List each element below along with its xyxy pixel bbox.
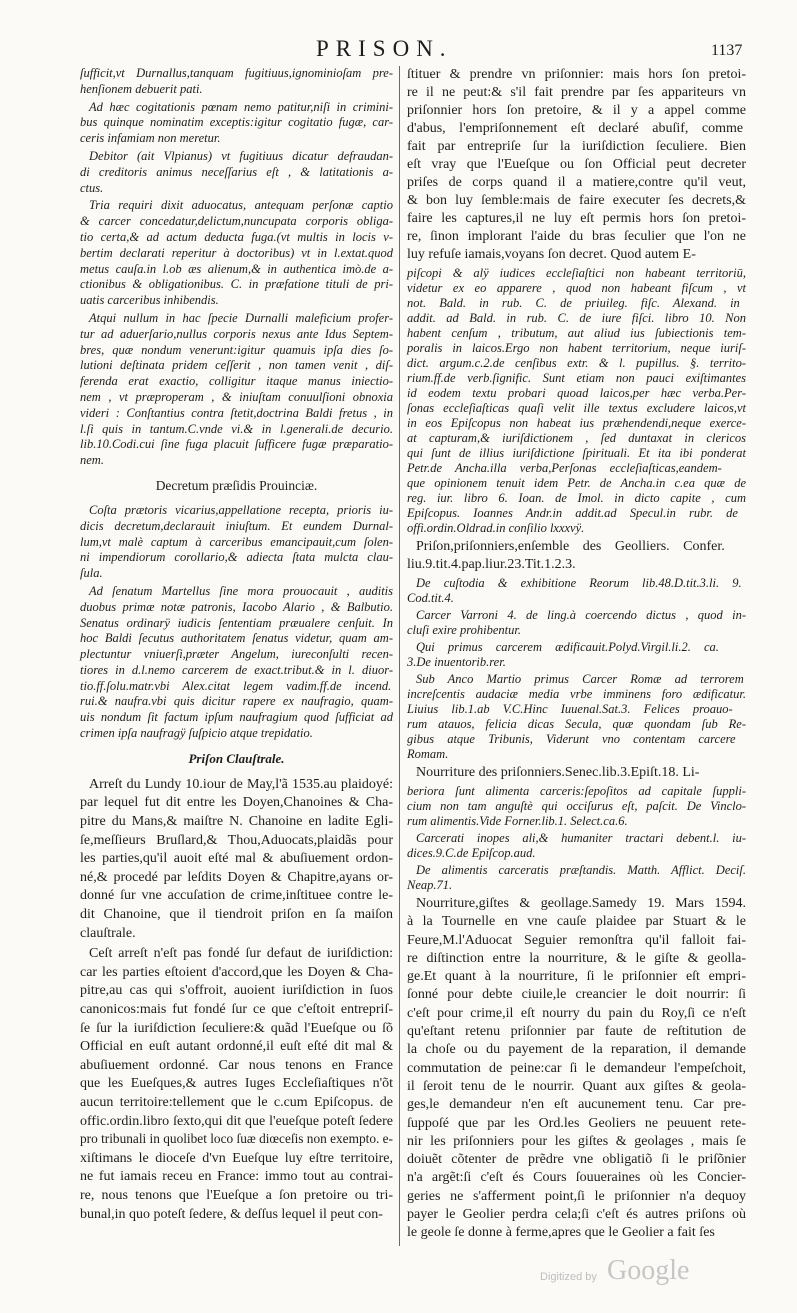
text-line — [407, 846, 746, 861]
text-line — [80, 964, 393, 983]
line-text: Qui primus carcerem ædificauit.Polyd.Virgil.li.2. ca. — [416, 640, 719, 654]
line-text: ne fut iamais receu en France: immo tout au contrai- — [80, 1169, 393, 1185]
line-text: uis nondum ſit factum ipſum naufragium quod ſufficiat ad — [80, 710, 393, 725]
paragraph — [407, 895, 746, 1243]
line-text: Carcer Varroni 4. de ling.à coercendo dictus , quod in- — [416, 608, 746, 622]
line-text: tiores in d.l.nemo carcerem de exact.tribut.& in l. diuor- — [80, 662, 393, 677]
text-line — [80, 694, 393, 710]
line-text: Coſta prætoris vicarius,appellatione recepta, prioris iu- — [89, 502, 393, 517]
text-line — [407, 623, 746, 638]
text-line — [407, 1041, 746, 1059]
line-text: Romam. — [407, 747, 449, 761]
line-text: Cod.tit.4. — [407, 591, 454, 605]
line-text: reg. iur. libro 6. Ioan. de Imol. in dicto capite , cum — [407, 491, 746, 505]
line-text: dit Chanoine, que il tiendroit priſon en ſa maiſon — [80, 907, 393, 923]
line-text: at capturam,& iuriſdictionem , ſed duntaxat in clericos — [407, 431, 746, 445]
text-line — [407, 1133, 746, 1151]
line-text: Feure,M.l'Aduocat Seguier remonſtra qu'il falloit fai- — [407, 932, 746, 948]
line-text: plectuntur vniuerſi,præter Angelum, iureconſulti recen- — [80, 647, 393, 662]
page-number: 1137 — [711, 42, 743, 59]
paragraph — [407, 608, 746, 638]
line-text: rum atauos, felicia dicas Secula, quæ quondam ſub Re- — [407, 717, 746, 731]
text-line — [80, 945, 393, 964]
paragraph — [80, 311, 393, 469]
text-line — [407, 281, 746, 296]
line-text: Sub Anco Martio primus Carcer Romæ ad terrorem — [416, 672, 744, 686]
text-line — [407, 386, 746, 401]
line-text: xiſtimans le dioceſe d'vn Eueſque luy eſtre territoire, — [80, 1150, 393, 1166]
column-divider — [399, 66, 400, 1246]
line-text: tur ad aduerſario,nullus corporis nexus ante Idus Septem- — [80, 326, 393, 341]
paragraph — [80, 584, 393, 742]
line-text: increſcentis audaciæ media vrbe imminens foro ædificatur. — [407, 687, 746, 701]
line-text: in eos Epiſcopus non habeat ius præhendendi,neque exerce- — [407, 416, 746, 430]
line-text: Liuius lib.1.ab V.C.Hinc Iuuenal.Sat.3. Felices proauo- — [407, 702, 733, 716]
paragraph — [80, 198, 393, 309]
line-text: donné ſur vne accuſation de crime,inſtituee contre le- — [80, 888, 393, 904]
line-text: id eodem textu probari quoad laicos,per hæc verba.Per- — [407, 386, 746, 400]
line-text: ſe,meſſieurs Bruſlard,& Thou,Aduocats,plaidãs pour — [80, 832, 393, 848]
text-line — [80, 535, 393, 551]
text-line — [407, 506, 746, 521]
line-text: De cuſtodia & exhibitione Reorum lib.48.D.tit.3.li. 9. — [416, 576, 742, 590]
paragraph — [80, 503, 393, 582]
line-text: commutation de peine:car ſi le demandeur l'empeſchoit, — [407, 1060, 746, 1076]
line-text: rui.& naufra.vbi quis dicitur rapere ex naufragio, quam- — [80, 694, 393, 709]
line-text: clauſtrale. — [80, 925, 136, 941]
line-text: Ad ſenatum Martellus ſine mora prouocauit , auditis — [89, 583, 393, 598]
text-line — [407, 174, 746, 192]
line-text: bertim declarati reperitur à doctoribus) vt in l.extat.quod — [80, 245, 393, 260]
digitized-by-watermark: Digitized by — [540, 1271, 597, 1283]
text-line — [80, 813, 393, 832]
line-text: la choſe ou du payement de la reparation, il demande — [407, 1042, 746, 1058]
line-text: pitre,au cas qui s'offroit, auoient iuriſdiction in ſuos — [80, 983, 393, 999]
text-line — [80, 794, 393, 813]
text-line — [407, 431, 746, 446]
line-text: Arreſt du Lundy 10.iour de May,l'ã 1535.au plaidoyé: — [89, 776, 393, 792]
paragraph — [80, 66, 393, 98]
text-line — [407, 1115, 746, 1133]
line-text: nir les priſonniers pour les giſtes & geolages , mais ſe — [407, 1133, 746, 1149]
line-text: nem , vt præproperam , & iniuſtam conuulſioni obnoxia — [80, 389, 393, 404]
text-line — [80, 1094, 393, 1113]
text-line — [407, 538, 746, 556]
line-text: qu'eſtant retenu priſonnier par faute de reſtitution de — [407, 1024, 746, 1040]
line-text: lutioni deſtinata pridem ceſſerit , non tamen venit , diſ- — [80, 358, 393, 373]
line-text: l.ſi quis in tantum.C.vnde vi.& in l.generali.de decurio. — [80, 421, 393, 436]
line-text: ſuppoſé que par les Ord.les Geoliers ne peuuent rete- — [407, 1115, 746, 1131]
text-line — [80, 453, 393, 469]
line-text: priſonnier hors ſon pretoire, & il y a appel comme — [407, 103, 746, 118]
line-text: Petr.de Ancha.illa verba,Perſonas eccleſiaſticas,eandem- — [407, 461, 722, 475]
text-line — [80, 1150, 393, 1169]
line-text: que les Eueſques,& autres Iuges Eccleſiaſtiques n'õt — [80, 1076, 393, 1092]
line-text: dict. argum.c.2.de cenſibus extr. & l. pupillus. §. territo- — [407, 356, 746, 370]
line-text: Carcerati inopes ali,& humaniter tractari debent.l. iu- — [416, 831, 746, 845]
text-line — [407, 491, 746, 506]
text-line — [80, 616, 393, 632]
line-text: crimen ipſa naufragÿ ſuſpicio atque trepidatio. — [80, 726, 313, 741]
line-text: le geole ſe donne à ferme,apres que le Geolier a fait ſes — [407, 1225, 715, 1241]
text-line — [407, 120, 746, 138]
line-text: tio.ff.ſolu.matr.vbi Alex.citat legem vadim.ff.de incend. — [80, 678, 392, 693]
line-text: doiuẽt cõtenter de prẽdre vne obligatiõ ſi le priſõnier — [407, 1152, 746, 1168]
line-text: re il ne peut:& s'il fait prendre par ſes appariteurs vn — [407, 85, 746, 100]
line-text: ge.Et quant à la nourriture, ſi le priſonnier eſt empri- — [407, 969, 746, 985]
line-text: c'eſt pour crime,il eſt nourry du pain du Roy,ſi ce n'eſt — [407, 1005, 746, 1021]
text-line — [80, 503, 393, 519]
text-line — [407, 591, 746, 606]
text-line — [407, 576, 746, 591]
text-line — [407, 784, 746, 799]
line-text: uatis carceribus inhibendis. — [80, 293, 219, 308]
text-line — [407, 156, 746, 174]
text-line — [80, 1168, 393, 1187]
line-text: offi.ordin.Oldrad.in conſilio lxxxvÿ. — [407, 521, 585, 535]
text-line — [407, 764, 746, 782]
line-text: offic.ordin.libro ſexto,qui dit que l'eueſque poteſt ſedere — [80, 1113, 393, 1129]
text-line — [407, 266, 746, 281]
text-line — [407, 1096, 746, 1114]
text-line — [80, 519, 393, 535]
text-line — [80, 82, 393, 98]
text-line — [407, 968, 746, 986]
text-line — [407, 356, 746, 371]
text-line — [80, 1206, 393, 1225]
text-line — [80, 422, 393, 438]
text-line — [407, 608, 746, 623]
line-text: dicis decretum,declarauit iniuſtum. Et eundem Durnal- — [80, 518, 393, 533]
running-head-title: PRISON. — [316, 36, 453, 61]
text-line — [407, 640, 746, 655]
text-line — [80, 1187, 393, 1206]
line-text: luy refuſe iamais,voyans ſon decret. Quod autem E- — [407, 247, 696, 262]
line-text: Ceſt arreſt n'eſt pas fondé ſur defaut de iuriſdiction: — [89, 946, 393, 962]
line-text: tio certa,& ad actum deducta fuga.(vt multis in locis v- — [80, 229, 393, 244]
line-text: cium non tam anguſtè qui occiſurus eſt, paſcit. De Vinclo- — [407, 799, 746, 813]
line-text: les parties,qu'il auoit eſté mal & abuſiuement ordon- — [80, 851, 393, 867]
text-line — [407, 1060, 746, 1078]
text-line — [407, 416, 746, 431]
line-text: piſcopi & alÿ iudices eccleſiaſtici non habeant territoriū, — [407, 266, 746, 280]
line-text: payer le Geolier perdra cela;ſi c'eſt és autres priſons où — [407, 1207, 746, 1223]
line-text: ctionibus & obligationibus. C. in præfatione tituli de pri- — [80, 277, 393, 292]
text-line — [80, 230, 393, 246]
paragraph-continuation — [407, 784, 746, 829]
paragraph — [80, 100, 393, 147]
text-line — [407, 1151, 746, 1169]
text-line — [407, 1206, 746, 1224]
line-text: rum alimentis.Vide Forner.lib.1. Select.ca.6. — [407, 814, 628, 828]
text-line — [407, 461, 746, 476]
text-line — [80, 181, 393, 197]
line-text: pro tribunali in quolibet loco ſuæ diœceſis non exempto. e- — [80, 1132, 393, 1148]
text-line — [407, 687, 746, 702]
right-column — [407, 66, 746, 1245]
line-text: nem. — [80, 453, 104, 468]
paragraph — [407, 576, 746, 606]
line-text: faire les captures,il ne luy eſt permis hors ſon pretoi- — [407, 211, 746, 226]
line-text: duobus primæ notæ patronis, Iacobo Alario , & Balbutio. — [80, 599, 393, 614]
text-line — [80, 647, 393, 663]
text-line — [80, 566, 393, 582]
text-line — [80, 1131, 393, 1150]
line-text: ges,le demandeur n'en eſt aucunement tenu. Car pre- — [407, 1097, 746, 1113]
line-text: not. Bald. in rub. C. de priuileg. fiſc. Alexand. in — [407, 296, 740, 310]
line-text: ferenda erat exactio, colligitur itaque manus iniectio- — [80, 374, 393, 389]
line-text: poralis in laicos.Ergo non habent territorium, neque iuriſ- — [407, 341, 746, 355]
text-line — [407, 863, 746, 878]
line-text: Official en euſt autant ordonné,il euſt eſté dit mal & — [80, 1039, 393, 1055]
text-line — [407, 371, 746, 386]
text-line — [80, 1057, 393, 1076]
line-text: bus quinque nominatim exceptis:igitur cogitatio fugæ, car- — [80, 115, 393, 130]
text-line — [407, 246, 746, 264]
text-line — [407, 66, 746, 84]
line-text: gibus atque Tribunis, Viderunt vno contentam carcere — [407, 732, 736, 746]
text-line — [80, 663, 393, 679]
line-text: Priſon,priſonniers,enſemble des Geolliers. Confer. — [416, 539, 725, 554]
text-line — [407, 831, 746, 846]
text-line — [80, 406, 393, 422]
line-text: ſula. — [80, 566, 103, 581]
google-logo-watermark: Google — [607, 1255, 690, 1286]
text-line — [80, 66, 393, 82]
text-line — [80, 437, 393, 453]
line-text: aucun territoire:tellement que le c.cum Epiſcopus. de — [80, 1094, 393, 1110]
text-line — [80, 1075, 393, 1094]
text-line — [407, 296, 746, 311]
text-line — [80, 131, 393, 147]
text-line — [80, 584, 393, 600]
line-text: metus cauſa.in l.ob æs alienum,& in authentica imò.de a- — [80, 261, 393, 276]
text-line — [80, 198, 393, 214]
paragraph — [407, 640, 746, 670]
line-text: qui ſunt de illius iuriſdictione ſpirituali. Et ita ibi ponderat — [407, 446, 746, 460]
text-line — [407, 341, 746, 356]
paragraph — [407, 66, 746, 264]
line-text: & carcer concedatur,delictum,nuncupata corporis obliga- — [80, 214, 393, 229]
text-line — [80, 869, 393, 888]
text-line — [80, 550, 393, 566]
line-text: & bon luy ſemble:mais de faire executer ſes decrets,& — [407, 193, 746, 208]
paragraph — [80, 945, 393, 1224]
line-text: ſonné pour debte ciuile,le creancier le doit nourrir: ſi — [407, 987, 746, 1003]
line-text: lum,vt malè captum à carceribus emancipauit,cum ſolen- — [80, 534, 393, 549]
line-text: Tria requiri dixit aduocatus, antequam perſonæ captio — [89, 198, 393, 213]
line-text: re diſtinction entre la nourriture, & le giſte & geolla- — [407, 950, 746, 966]
text-line — [80, 311, 393, 327]
text-line — [407, 913, 746, 931]
text-line — [407, 210, 746, 228]
text-line — [407, 932, 746, 950]
line-text: re, nous tenons que l'Eueſque a ſon pretoire ou tri- — [80, 1187, 393, 1203]
line-text: henſionem debuerit pati. — [80, 81, 203, 96]
text-line — [80, 390, 393, 406]
text-line — [80, 710, 393, 726]
text-line — [80, 925, 393, 944]
text-line — [80, 1020, 393, 1039]
line-text: canonicos:mais fut fondé ſur ce que c'eſtoit entrepriſ- — [80, 1002, 393, 1017]
text-line — [407, 521, 746, 536]
section-heading-claustral-prison: Priſon Clauſtrale. — [188, 750, 285, 766]
text-line — [407, 1188, 746, 1206]
text-line — [80, 343, 393, 359]
line-text: pitre du Mans,& maiſtre N. Chanoine en ladite Egli- — [80, 814, 393, 830]
line-text: De alimentis carceratis præſtandis. Matth. Afflict. Deciſ. — [416, 863, 746, 877]
line-text: que opinionem tenuit idem Petr. de Ancha.in c.ea quæ de — [407, 476, 746, 490]
text-line — [80, 1038, 393, 1057]
paragraph — [407, 831, 746, 861]
text-line — [80, 327, 393, 343]
line-text: abuſiuement ordonné. Car nous tenons en France — [80, 1057, 393, 1073]
text-line — [407, 138, 746, 156]
text-line — [407, 84, 746, 102]
line-text: rium.ff.de verb.ſignific. Sunt etiam non pauci exiſtimantes — [407, 371, 746, 385]
text-line — [80, 850, 393, 869]
text-line — [407, 326, 746, 341]
line-text: ſufficit,vt Durnallus,tanquam fugitiuus,ignominioſam pre- — [80, 66, 393, 80]
line-text: ſtituer & prendre vn priſonnier: mais hors ſon pretoi- — [407, 67, 746, 82]
text-line — [407, 228, 746, 246]
text-line — [80, 906, 393, 925]
text-line — [407, 401, 746, 416]
line-text: bunal,in quo poteſt ſedere, & deſſus lequel il peut con- — [80, 1206, 383, 1222]
text-line — [80, 293, 393, 309]
text-line — [80, 115, 393, 131]
line-text: videri : Conſtantius contra ſtetit,doctrina Baldi fretus , in — [80, 405, 393, 420]
left-column — [80, 66, 393, 1226]
section-heading-decree: Decretum præſidis Prouinciæ. — [155, 477, 318, 493]
text-line — [407, 1169, 746, 1187]
line-text: dices.9.C.de Epiſcop.aud. — [407, 846, 536, 860]
text-line — [407, 556, 746, 574]
line-text: priſes de corps quand il a matiere,contre qu'il veut, — [407, 175, 746, 190]
line-text: geries ne s'afferment point,ſi le priſonnier n'a dequoy — [407, 1188, 746, 1204]
paragraph — [80, 149, 393, 196]
text-line — [80, 832, 393, 851]
line-text: ctus. — [80, 180, 104, 195]
text-line — [80, 1113, 393, 1132]
line-text: Ad hæc cogitationis pœnam nemo patitur,niſi in crimini- — [89, 99, 393, 114]
paragraph — [407, 764, 746, 782]
line-text: 3.De inuentorib.rer. — [407, 655, 506, 669]
text-line — [407, 732, 746, 747]
text-line — [407, 102, 746, 120]
text-line — [407, 476, 746, 491]
line-text: d'abus, l'empriſonnement eſt declaré abuſif, comme — [407, 121, 744, 136]
line-text: à la Tournelle en vne cauſe plaidee par Stuart & le — [407, 914, 746, 930]
line-text: il ſeroit tenu de le nourrir. Quant aux giſtes & geola- — [407, 1078, 746, 1094]
line-text: n'a argẽt:ſi c'eſt és Cours ſouueraines où les Concier- — [407, 1170, 746, 1186]
text-line — [407, 895, 746, 913]
line-text: ſonas eccleſiaſticas quaſi velit ille textus excludere laicos,vt — [407, 401, 746, 415]
line-text: di creditoris animus neceſſarius eſt , & latitationis a- — [80, 164, 393, 179]
line-text: fait par entrepriſe ſur la iuriſdiction ſeculiere. Bien — [407, 139, 746, 154]
text-line — [407, 655, 746, 670]
text-line — [407, 747, 746, 762]
line-text: Debitor (ait Vlpianus) vt fugitiuus dicatur defraudan- — [89, 148, 393, 163]
text-line — [80, 1001, 393, 1020]
text-line — [407, 1078, 746, 1096]
text-line — [407, 950, 746, 968]
line-text: habent cenſum , tributum, aut aliud ius ſubiectionis tem- — [407, 326, 746, 340]
line-text: Atqui nullum in hac ſpecie Durnalli maleficium profer- — [89, 310, 393, 325]
text-line — [80, 600, 393, 616]
text-line — [80, 631, 393, 647]
line-text: Epiſcopus. Ioannes Andr.in addit.ad Specul.in rubr. de — [407, 506, 738, 520]
text-line — [80, 277, 393, 293]
text-line — [407, 702, 746, 717]
text-line — [80, 887, 393, 906]
line-text: re, ſinon implorant l'aide du bras ſeculier que l'on ne — [407, 229, 746, 244]
line-text: Neap.71. — [407, 878, 453, 892]
line-text: cluſi exire prohibentur. — [407, 623, 521, 637]
text-line — [80, 262, 393, 278]
text-line — [407, 1023, 746, 1041]
paragraph — [407, 863, 746, 893]
text-line — [80, 358, 393, 374]
line-text: videtur ex eo apparere , quod non habeant fiſcum , vt — [407, 281, 746, 295]
line-text: ceris infamiam non meretur. — [80, 131, 221, 146]
line-text: bres, quæ nondum venerunt:igitur quamuis ipſa dies ſo- — [80, 342, 393, 357]
line-text: Senatus ordinarÿ iudicis ſententiam præualere cenſuit. In — [80, 615, 393, 630]
text-line — [407, 311, 746, 326]
text-line — [407, 799, 746, 814]
text-line — [80, 776, 393, 795]
text-line — [407, 814, 746, 829]
paragraph — [407, 672, 746, 762]
text-line — [407, 192, 746, 210]
text-line — [80, 100, 393, 116]
paragraph — [407, 538, 746, 574]
text-line — [80, 165, 393, 181]
line-text: beriora ſunt alimenta carceris:ſepoſitos ad capitale ſuppli- — [407, 784, 746, 798]
text-line — [407, 986, 746, 1004]
paragraph-continuation — [407, 266, 746, 536]
line-text: liu.9.tit.4.pap.liur.23.Tit.1.2.3. — [407, 557, 576, 572]
text-line — [407, 1224, 746, 1242]
text-line — [407, 672, 746, 687]
line-text: hoc Baldi ſecutus authoritatem ſenatus videtur, quam am- — [80, 631, 393, 646]
text-line — [407, 878, 746, 893]
text-line — [80, 726, 393, 742]
text-line — [80, 982, 393, 1001]
line-text: addit. ad Bald. in rub. C. de iure fiſci. libro 10. Non — [407, 311, 746, 325]
line-text: ni impendiorum corollario,& adiecta ſtata mulcta clau- — [80, 550, 393, 565]
text-line — [407, 717, 746, 732]
line-text: ſe ſur la iuriſdiction ſeculiere:& quãd l'Eueſque ou ſõ — [80, 1020, 393, 1036]
text-line — [407, 1005, 746, 1023]
line-text: car les parties eſtoient d'accord,que les Doyen & Cha- — [80, 964, 393, 980]
line-text: né,& procedé par leſdits Doyen & Chapitre,ayans or- — [80, 869, 393, 885]
paragraph — [80, 776, 393, 943]
text-line — [80, 214, 393, 230]
text-line — [80, 149, 393, 165]
text-line — [80, 679, 393, 695]
text-line — [407, 446, 746, 461]
text-line — [80, 374, 393, 390]
text-line — [80, 246, 393, 262]
line-text: lib.10.Codi.cui ſine fuga placuit ſufficere fugæ præparatio- — [80, 437, 393, 452]
line-text: Nourriture des priſonniers.Senec.lib.3.Epiſt.18. Li- — [416, 765, 700, 780]
line-text: par lequel fut dit entre les Doyen,Chanoines & Cha- — [80, 795, 393, 811]
line-text: Nourriture,giſtes & geollage.Samedy 19. Mars 1594. — [416, 896, 746, 911]
line-text: eſt vray que l'Eueſque ou ſon Official peut decreter — [407, 157, 746, 172]
